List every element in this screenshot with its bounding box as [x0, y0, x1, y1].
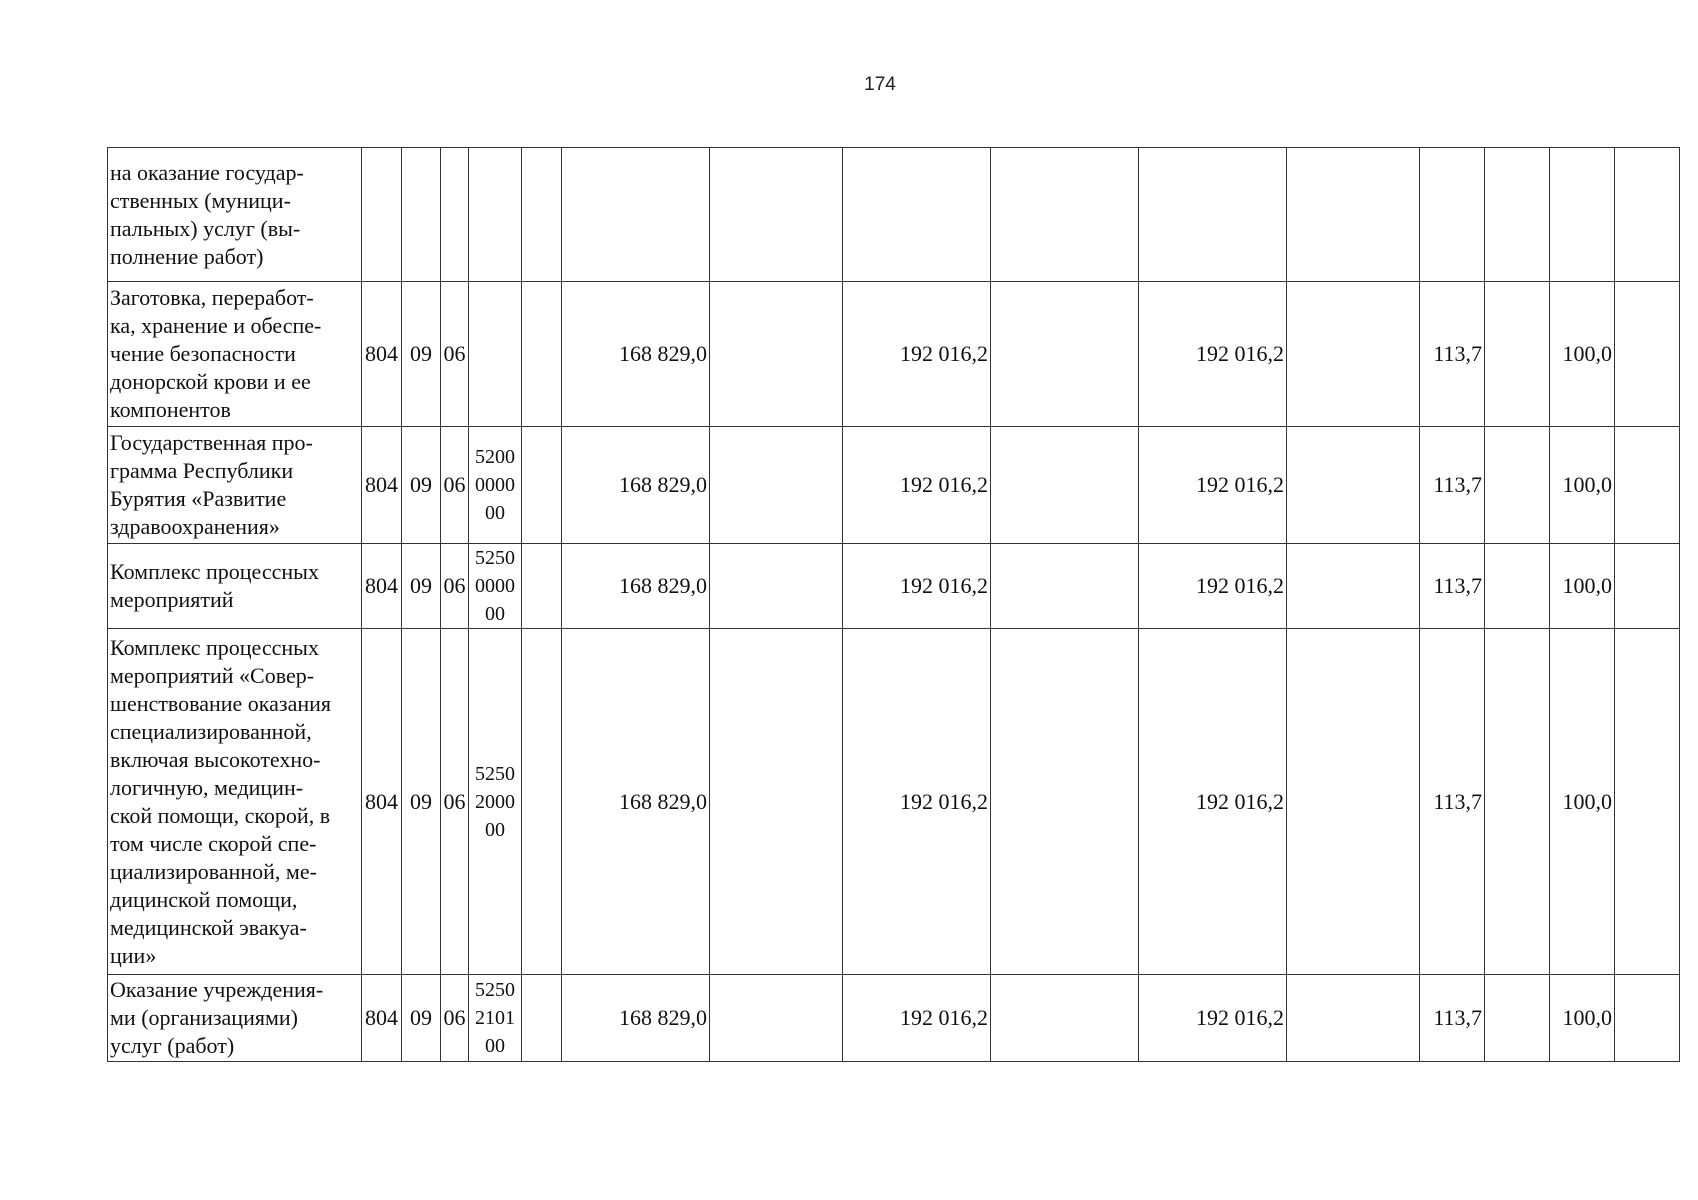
- empty-cell: [1287, 544, 1420, 629]
- executed-amount-cell: 192 016,2: [1139, 544, 1287, 629]
- empty-cell: [991, 544, 1139, 629]
- row-name-cell: Государственная про- грамма Республики Бурятия «Развитие здравоохранения»: [108, 427, 362, 544]
- subsection-code-cell: [441, 148, 469, 282]
- ved-code-cell: 804: [362, 427, 402, 544]
- executed-amount-cell: 192 016,2: [1139, 282, 1287, 427]
- approved-amount-cell: [843, 148, 991, 282]
- approved-amount-cell: 192 016,2: [843, 975, 991, 1062]
- table-row: [108, 282, 1680, 427]
- empty-cell: [1485, 975, 1550, 1062]
- subsection-code-cell: 06: [441, 544, 469, 629]
- empty-cell: [1615, 282, 1680, 427]
- percent-approved-cell: 100,0: [1550, 427, 1615, 544]
- target-article-cell: [469, 282, 522, 427]
- approved-amount-cell: 192 016,2: [843, 282, 991, 427]
- plan-amount-cell: [562, 148, 710, 282]
- section-code-cell: 09: [402, 282, 441, 427]
- target-article-cell: 5250 2000 00: [469, 629, 522, 975]
- empty-cell: [991, 629, 1139, 975]
- approved-amount-cell: 192 016,2: [843, 629, 991, 975]
- empty-cell: [1615, 427, 1680, 544]
- table-row: [108, 629, 1680, 975]
- percent-plan-cell: 113,7: [1420, 975, 1485, 1062]
- percent-plan-cell: 113,7: [1420, 427, 1485, 544]
- row-name-cell: Оказание учреждения- ми (организациями) услуг (работ): [108, 975, 362, 1062]
- percent-approved-cell: 100,0: [1550, 975, 1615, 1062]
- row-name-cell: Комплекс процессных мероприятий «Совер- шенствование оказания специализированной, включая высокотехно- логичную, медицин- ской помощи, скорой, в том числе скорой спе- циализированной, ме- дицинской помощи, медицинской эвакуа- ции»: [108, 629, 362, 975]
- target-article-cell: 5250 0000 00: [469, 544, 522, 629]
- page-number: 174: [864, 74, 896, 95]
- plan-amount-cell: 168 829,0: [562, 629, 710, 975]
- row-name-cell: Заготовка, переработ- ка, хранение и обеспе- чение безопасности донорской крови и ее компонентов: [108, 282, 362, 427]
- ved-code-cell: 804: [362, 629, 402, 975]
- empty-cell: [991, 427, 1139, 544]
- empty-cell: [710, 282, 843, 427]
- section-code-cell: 09: [402, 427, 441, 544]
- section-code-cell: 09: [402, 629, 441, 975]
- plan-amount-cell: 168 829,0: [562, 544, 710, 629]
- expense-type-cell: [522, 629, 562, 975]
- percent-plan-cell: 113,7: [1420, 282, 1485, 427]
- empty-cell: [991, 148, 1139, 282]
- empty-cell: [1287, 975, 1420, 1062]
- empty-cell: [1485, 148, 1550, 282]
- subsection-code-cell: 06: [441, 975, 469, 1062]
- empty-cell: [1287, 148, 1420, 282]
- expense-type-cell: [522, 427, 562, 544]
- executed-amount-cell: [1139, 148, 1287, 282]
- empty-cell: [710, 148, 843, 282]
- empty-cell: [710, 975, 843, 1062]
- table-row: [108, 975, 1680, 1062]
- percent-approved-cell: 100,0: [1550, 544, 1615, 629]
- target-article-cell: 5250 2101 00: [469, 975, 522, 1062]
- empty-cell: [1485, 427, 1550, 544]
- expense-type-cell: [522, 975, 562, 1062]
- percent-approved-cell: 100,0: [1550, 282, 1615, 427]
- empty-cell: [1485, 629, 1550, 975]
- executed-amount-cell: 192 016,2: [1139, 629, 1287, 975]
- executed-amount-cell: 192 016,2: [1139, 427, 1287, 544]
- empty-cell: [1287, 427, 1420, 544]
- percent-approved-cell: 100,0: [1550, 629, 1615, 975]
- executed-amount-cell: 192 016,2: [1139, 975, 1287, 1062]
- empty-cell: [1485, 282, 1550, 427]
- approved-amount-cell: 192 016,2: [843, 427, 991, 544]
- target-article-cell: 5200 0000 00: [469, 427, 522, 544]
- ved-code-cell: 804: [362, 282, 402, 427]
- subsection-code-cell: 06: [441, 282, 469, 427]
- section-code-cell: 09: [402, 544, 441, 629]
- percent-plan-cell: [1420, 148, 1485, 282]
- target-article-cell: [469, 148, 522, 282]
- ved-code-cell: 804: [362, 975, 402, 1062]
- expense-type-cell: [522, 148, 562, 282]
- subsection-code-cell: 06: [441, 427, 469, 544]
- table-row: [108, 544, 1680, 629]
- row-name-cell: на оказание государ- ственных (муници- пальных) услуг (вы- полнение работ): [108, 148, 362, 282]
- expense-type-cell: [522, 282, 562, 427]
- empty-cell: [710, 544, 843, 629]
- empty-cell: [1615, 544, 1680, 629]
- subsection-code-cell: 06: [441, 629, 469, 975]
- empty-cell: [1615, 629, 1680, 975]
- empty-cell: [1287, 629, 1420, 975]
- table-row: [108, 148, 1680, 282]
- row-name-cell: Комплекс процессных мероприятий: [108, 544, 362, 629]
- percent-plan-cell: 113,7: [1420, 629, 1485, 975]
- budget-table: [107, 147, 1680, 1062]
- percent-plan-cell: 113,7: [1420, 544, 1485, 629]
- empty-cell: [1485, 544, 1550, 629]
- approved-amount-cell: 192 016,2: [843, 544, 991, 629]
- empty-cell: [991, 975, 1139, 1062]
- ved-code-cell: 804: [362, 544, 402, 629]
- percent-approved-cell: [1550, 148, 1615, 282]
- empty-cell: [710, 427, 843, 544]
- empty-cell: [1287, 282, 1420, 427]
- empty-cell: [1615, 148, 1680, 282]
- plan-amount-cell: 168 829,0: [562, 282, 710, 427]
- ved-code-cell: [362, 148, 402, 282]
- plan-amount-cell: 168 829,0: [562, 427, 710, 544]
- table-row: [108, 427, 1680, 544]
- section-code-cell: 09: [402, 975, 441, 1062]
- empty-cell: [710, 629, 843, 975]
- empty-cell: [991, 282, 1139, 427]
- section-code-cell: [402, 148, 441, 282]
- plan-amount-cell: 168 829,0: [562, 975, 710, 1062]
- expense-type-cell: [522, 544, 562, 629]
- empty-cell: [1615, 975, 1680, 1062]
